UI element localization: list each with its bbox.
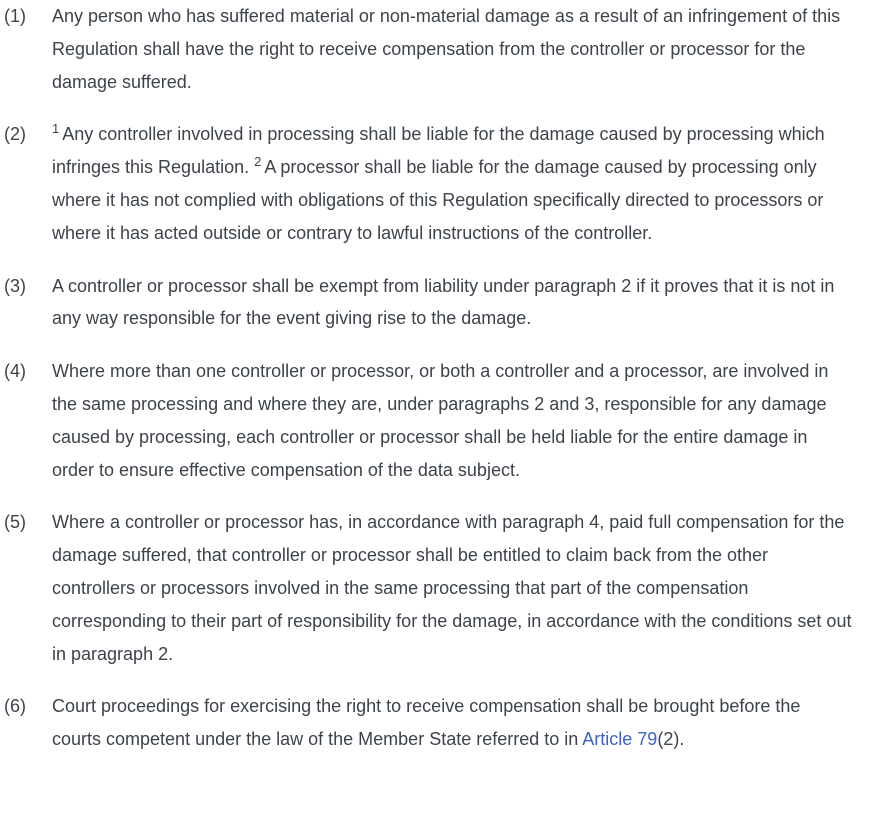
article-paragraph xyxy=(4,0,852,98)
article-paragraph xyxy=(4,270,852,336)
article-paragraph xyxy=(4,506,852,670)
article-paragraph xyxy=(4,118,852,249)
paragraph-number: (3) xyxy=(4,275,26,296)
paragraph-text-segment: A processor shall be liable for the damage caused by processing only where it has not complied with obligations of this Regulation specifically directed to processors or where it has acted outside or contrary to lawful instructions of the controller. xyxy=(52,157,824,243)
paragraph-number: (6) xyxy=(4,696,26,717)
article-79-link[interactable]: Article 79 xyxy=(582,729,658,750)
paragraph-text xyxy=(52,0,852,98)
paragraph-text xyxy=(52,690,852,756)
paragraph-text-segment: A controller or processor shall be exempt from liability under paragraph 2 if it proves that it is not in any way responsible for the event giving rise to the damage. xyxy=(52,275,835,329)
article-paragraph xyxy=(4,690,852,756)
paragraph-number: (4) xyxy=(4,361,26,382)
paragraph-number: (1) xyxy=(4,6,26,26)
sentence-number-superscript: 1 xyxy=(52,121,60,137)
paragraph-text-segment: Where more than one controller or processor, or both a controller and a processor, are involved in the same processing and where they are, under paragraphs 2 and 3, responsible for any damage caused by processing, each controller or processor shall be held liable for the entire damage in order to ensure effective compensation of the data subject. xyxy=(52,361,829,480)
sentence-number-superscript: 2 xyxy=(254,154,262,170)
paragraph-text-segment: (2). xyxy=(657,729,685,750)
paragraph-number: (5) xyxy=(4,512,26,533)
paragraph-text xyxy=(52,506,852,670)
paragraph-text-segment: Court proceedings for exercising the right to receive compensation shall be brought before the courts competent under the law of the Member State referred to in xyxy=(52,696,801,750)
article-paragraph xyxy=(4,355,852,486)
paragraph-number: (2) xyxy=(4,124,26,145)
paragraph-text-segment: Any controller involved in processing shall be liable for the damage caused by processing which infringes this Regulation. xyxy=(52,124,825,178)
paragraph-text-segment: Where a controller or processor has, in accordance with paragraph 4, paid full compensation for the damage suffered, that controller or processor shall be entitled to claim back from the other controllers or processors involved in the same processing that part of the compensation corresponding to their part of responsibility for the damage, in accordance with the conditions set out in paragraph 2. xyxy=(52,512,852,664)
paragraph-text xyxy=(52,270,852,336)
paragraph-text xyxy=(52,355,852,486)
paragraph-text-segment: Any person who has suffered material or non-material damage as a result of an infringement of this Regulation shall have the right to receive compensation from the controller or processor for the damage suffered. xyxy=(52,6,841,92)
paragraph-text xyxy=(52,118,852,249)
